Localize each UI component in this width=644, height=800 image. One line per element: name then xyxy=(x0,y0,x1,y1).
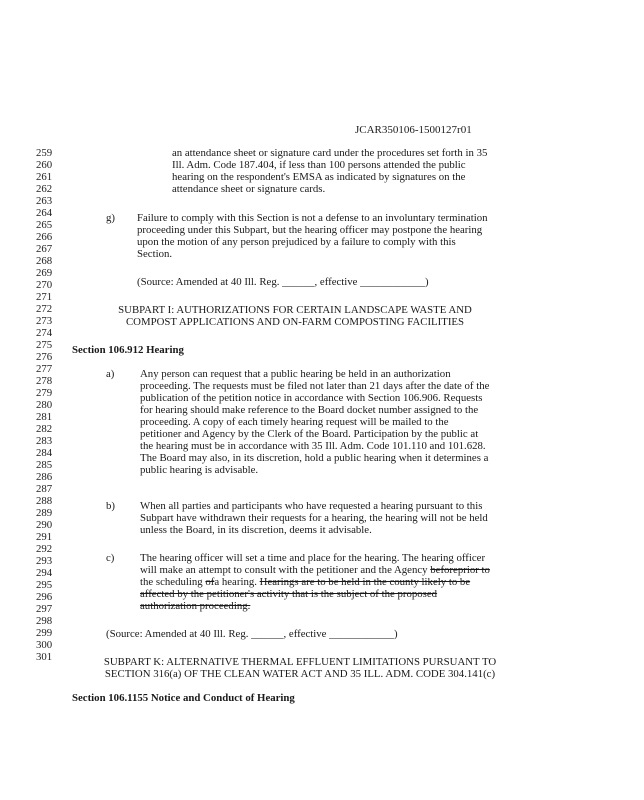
text-line: an attendance sheet or signature card under the procedures set forth in 35 xyxy=(172,147,488,159)
text-line: hearing on the respondent's EMSA as indicated by signatures on the xyxy=(172,171,466,183)
line-number: 270 xyxy=(36,279,53,291)
line-number: 279 xyxy=(36,387,53,399)
line-number: 259 xyxy=(36,147,53,159)
text-line: upon the motion of any person prejudiced by a failure to comply with this xyxy=(137,236,456,248)
line-number: 263 xyxy=(36,195,53,207)
section-heading: Section 106.912 Hearing xyxy=(72,344,184,356)
text-line: attendance sheet or signature cards. xyxy=(172,183,326,195)
line-number: 294 xyxy=(36,567,53,579)
source-note: (Source: Amended at 40 Ill. Reg. ______, effective ____________) xyxy=(106,628,398,640)
line-number: 271 xyxy=(36,291,53,303)
line-number: 280 xyxy=(36,399,53,411)
line-number: 298 xyxy=(36,615,53,627)
line-number: 299 xyxy=(36,627,53,639)
text-line: proceeding under this Subpart, but the hearing officer may postpone the hearing xyxy=(137,224,483,236)
deleted-text: of xyxy=(205,576,215,588)
text-line: for hearing should make reference to the Board docket number assigned to the xyxy=(140,404,479,416)
text-line: unless the Board, in its discretion, deems it advisable. xyxy=(140,524,372,536)
text-line xyxy=(140,564,490,576)
text-line: the hearing must be in accordance with 35 Ill. Adm. Code 101.110 and 101.628. xyxy=(140,440,486,452)
text-line: petitioner and Agency by the Clerk of the Board. Participation by the public at xyxy=(140,428,479,440)
text-line: The Board may also, in its discretion, hold a public hearing when it determines a xyxy=(140,452,489,464)
text-line xyxy=(140,576,470,588)
text-line: Any person can request that a public hearing be held in an authorization xyxy=(140,368,451,380)
line-number: 301 xyxy=(36,651,53,663)
line-number: 281 xyxy=(36,411,53,423)
text-run: will make an attempt to consult with the petitioner and the Agency xyxy=(140,564,431,576)
line-number: 289 xyxy=(36,507,53,519)
line-number: 291 xyxy=(36,531,53,543)
text-line: When all parties and participants who have requested a hearing pursuant to this xyxy=(140,500,483,512)
list-label-c: c) xyxy=(106,552,115,564)
text-line: proceeding. A copy of each timely hearing request will be mailed to the xyxy=(140,416,449,428)
text-line: Section. xyxy=(137,248,173,260)
line-number: 275 xyxy=(36,339,53,351)
line-number: 295 xyxy=(36,579,53,591)
list-label-g: g) xyxy=(106,212,115,224)
line-number: 297 xyxy=(36,603,53,615)
line-number: 266 xyxy=(36,231,53,243)
line-number: 284 xyxy=(36,447,53,459)
text-line: Subpart have withdrawn their requests for a hearing, the hearing will not be held xyxy=(140,512,488,524)
line-number: 274 xyxy=(36,327,53,339)
line-number: 276 xyxy=(36,351,53,363)
subpart-heading: COMPOST APPLICATIONS AND ON-FARM COMPOSTING FACILITIES xyxy=(125,316,465,328)
deleted-text: beforeprior to xyxy=(430,564,490,576)
line-number: 282 xyxy=(36,423,53,435)
line-number: 300 xyxy=(36,639,53,651)
text-line: public hearing is advisable. xyxy=(140,464,259,476)
line-number: 273 xyxy=(36,315,53,327)
line-number: 277 xyxy=(36,363,53,375)
line-number: 261 xyxy=(36,171,53,183)
line-number: 290 xyxy=(36,519,53,531)
text-line: publication of the petition notice in accordance with Section 106.906. Requests xyxy=(140,392,483,404)
text-line: Failure to comply with this Section is not a defense to an involuntary termination xyxy=(137,212,488,224)
line-number: 283 xyxy=(36,435,53,447)
line-number: 264 xyxy=(36,207,53,219)
line-number: 278 xyxy=(36,375,53,387)
text-line: proceeding. The requests must be filed not later than 21 days after the date of the xyxy=(140,380,490,392)
text-run: a hearing. xyxy=(214,576,260,588)
line-number: 267 xyxy=(36,243,53,255)
line-number: 296 xyxy=(36,591,53,603)
line-number: 285 xyxy=(36,459,53,471)
list-label-b: b) xyxy=(106,500,115,512)
text-line: The hearing officer will set a time and place for the hearing. The hearing officer xyxy=(140,552,486,564)
line-number: 288 xyxy=(36,495,53,507)
deleted-text: affected by the petitioner's activity that is the subject of the proposed xyxy=(140,588,438,600)
line-number: 286 xyxy=(36,471,53,483)
line-number: 287 xyxy=(36,483,53,495)
deleted-text: authorization proceeding. xyxy=(140,600,251,612)
line-number: 272 xyxy=(36,303,53,315)
line-number: 292 xyxy=(36,543,53,555)
line-number: 260 xyxy=(36,159,53,171)
section-heading: Section 106.1155 Notice and Conduct of Hearing xyxy=(72,692,295,704)
line-number: 293 xyxy=(36,555,53,567)
line-number: 262 xyxy=(36,183,53,195)
subpart-heading: SUBPART K: ALTERNATIVE THERMAL EFFLUENT LIMITATIONS PURSUANT TO xyxy=(103,656,497,668)
deleted-text: Hearings are to be held in the county likely to be xyxy=(259,576,471,588)
line-number: 268 xyxy=(36,255,53,267)
source-note: (Source: Amended at 40 Ill. Reg. ______, effective ____________) xyxy=(137,276,429,288)
document-id: JCAR350106-1500127r01 xyxy=(355,124,472,136)
subpart-heading: SUBPART I: AUTHORIZATIONS FOR CERTAIN LANDSCAPE WASTE AND xyxy=(118,304,472,316)
line-number: 265 xyxy=(36,219,53,231)
list-label-a: a) xyxy=(106,368,115,380)
subpart-heading: SECTION 316(a) OF THE CLEAN WATER ACT AND 35 ILL. ADM. CODE 304.141(c) xyxy=(104,668,496,680)
text-line: Ill. Adm. Code 187.404, if less than 100 persons attended the public xyxy=(172,159,466,171)
text-run: the scheduling xyxy=(140,576,206,588)
line-number: 269 xyxy=(36,267,53,279)
